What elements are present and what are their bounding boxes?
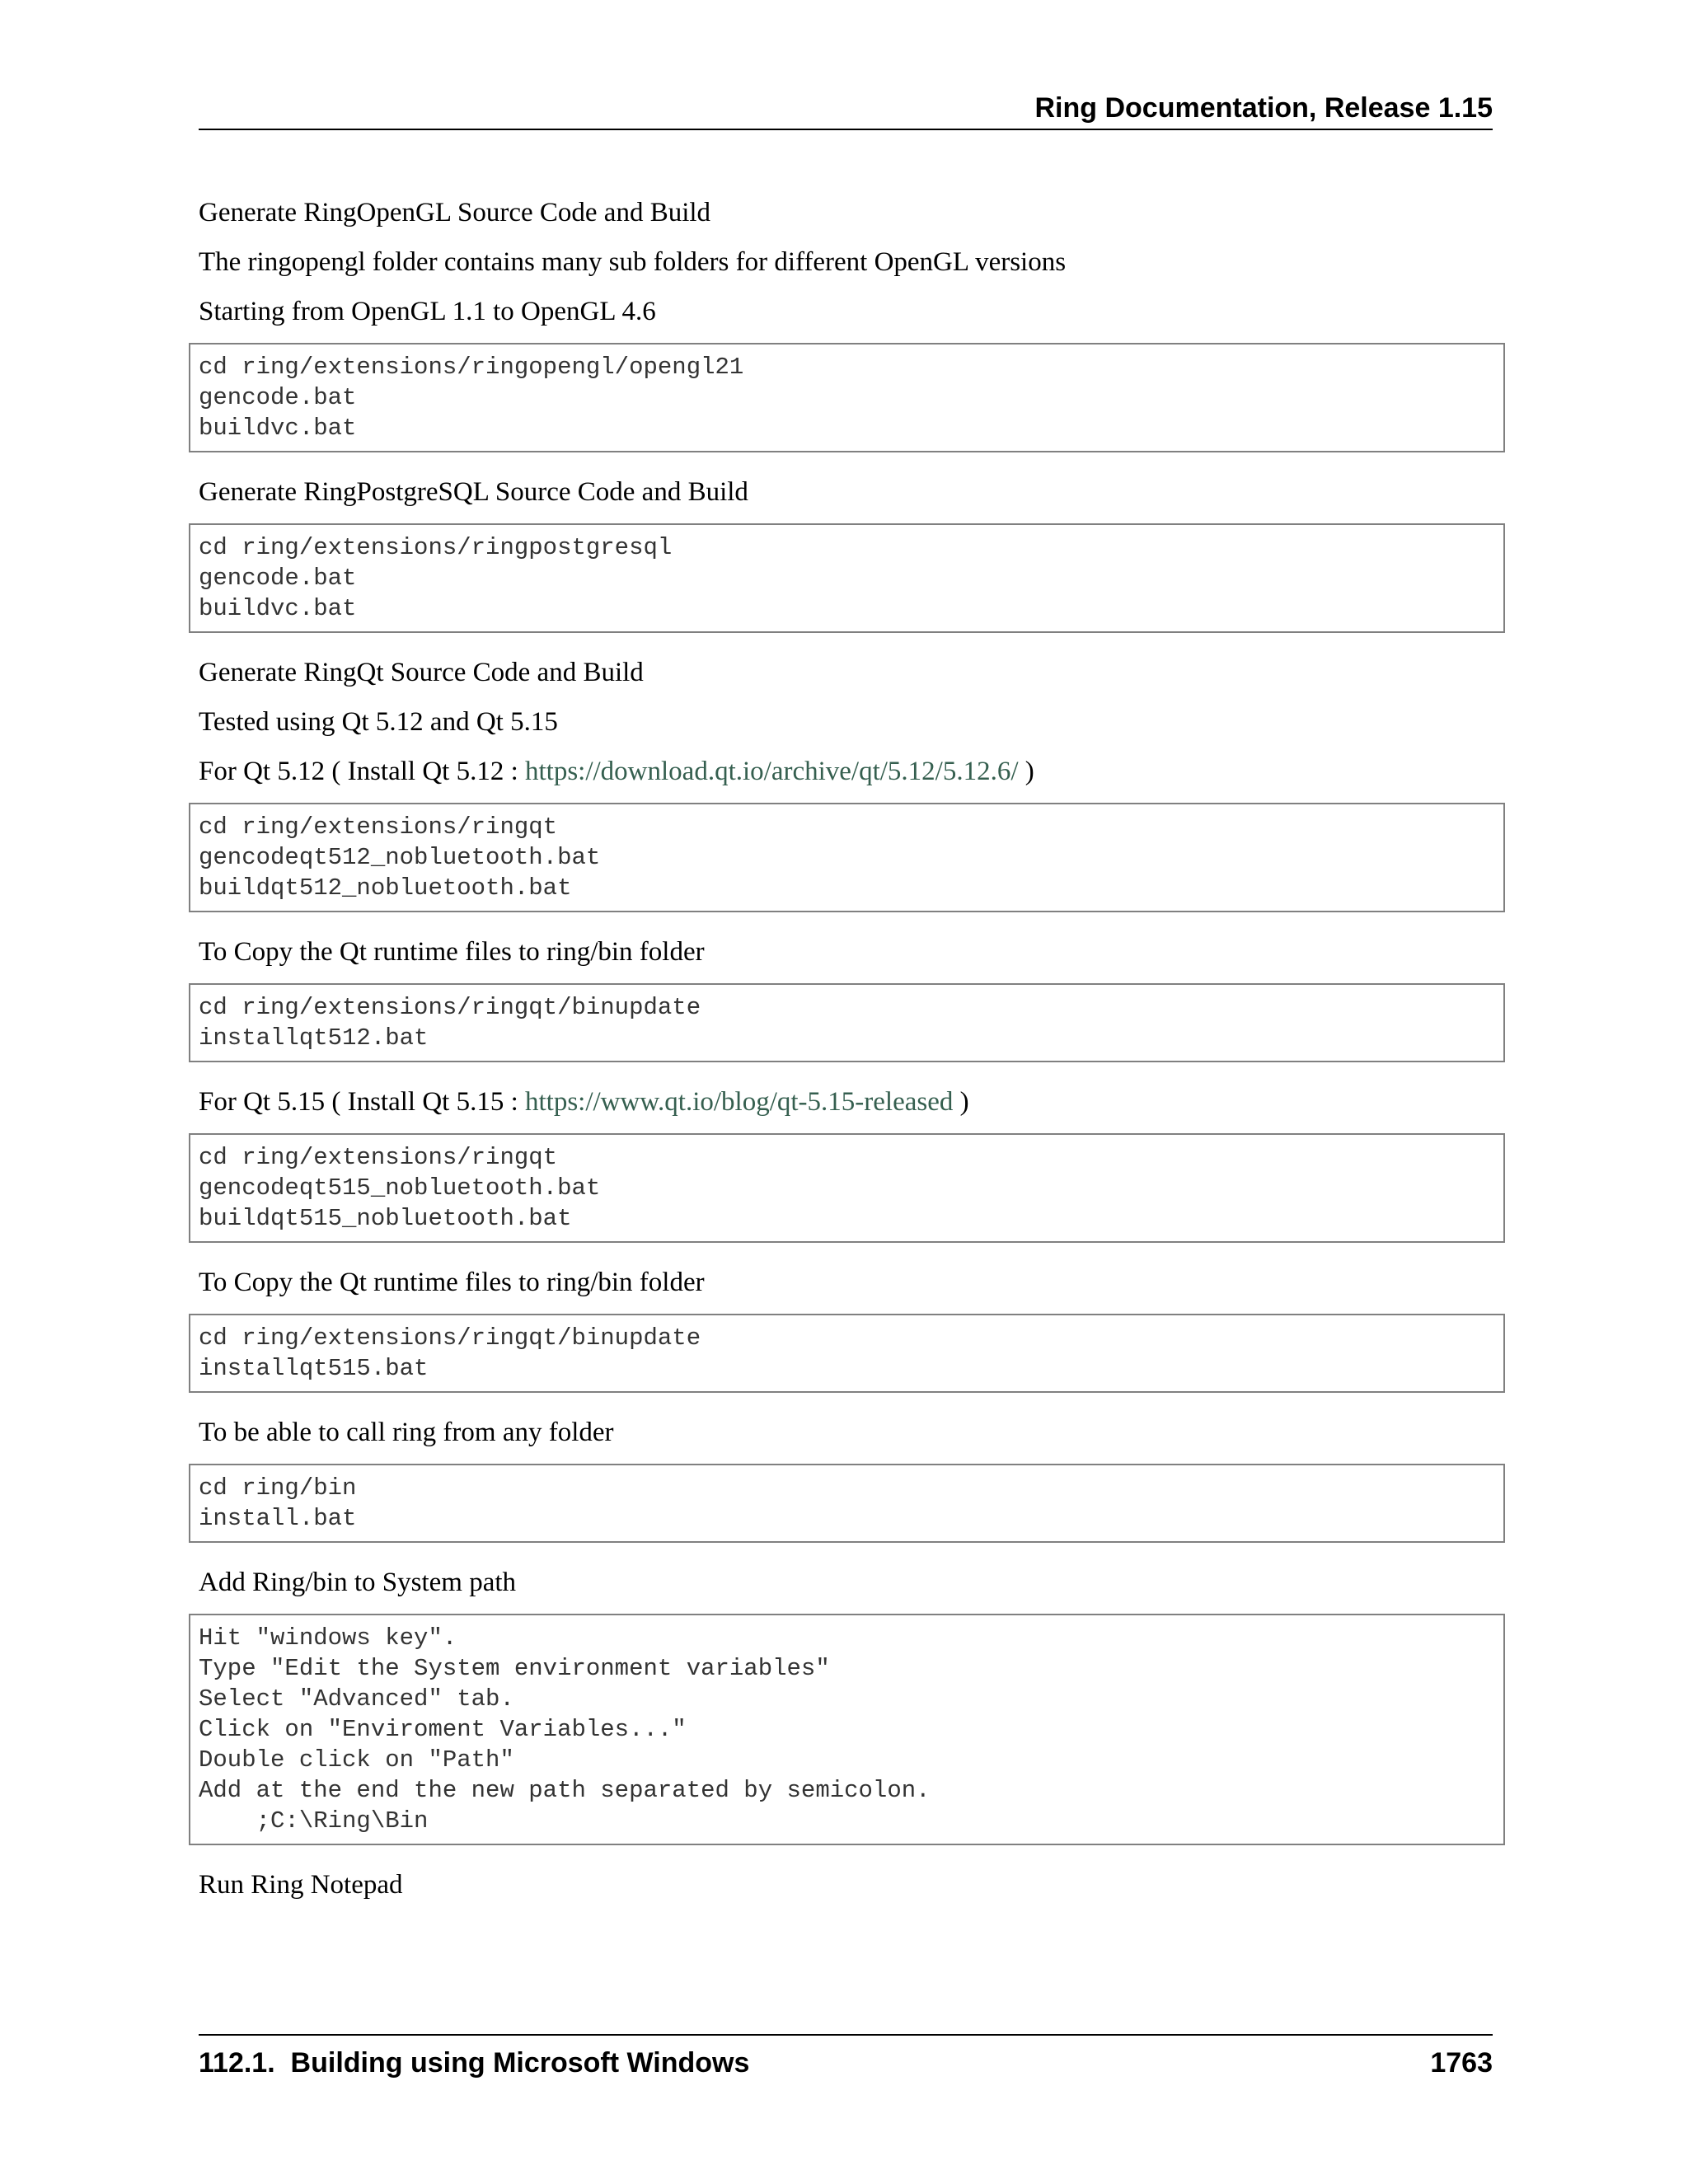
paragraph: Generate RingQt Source Code and Build — [199, 658, 644, 687]
code-line: buildqt512_nobluetooth.bat — [199, 874, 572, 902]
code-block — [189, 1133, 1505, 1243]
code-line: buildqt515_nobluetooth.bat — [199, 1205, 572, 1232]
code-line: buildvc.bat — [199, 415, 357, 442]
code-block — [189, 1314, 1505, 1393]
paragraph: Run Ring Notepad — [199, 1870, 403, 1900]
paragraph: The ringopengl folder contains many sub folders for different OpenGL versions — [199, 247, 1067, 277]
code-line: cd ring/extensions/ringpostgresql — [199, 534, 673, 561]
code-line: installqt515.bat — [199, 1355, 429, 1382]
code-block — [189, 1614, 1505, 1845]
code-line: gencodeqt515_nobluetooth.bat — [199, 1174, 601, 1202]
paragraph: Starting from OpenGL 1.1 to OpenGL 4.6 — [199, 297, 656, 326]
page-footer — [199, 2034, 1493, 2092]
code-line: cd ring/extensions/ringqt — [199, 1144, 558, 1171]
paragraph: To Copy the Qt runtime files to ring/bin folder — [199, 1268, 705, 1297]
hyperlink[interactable]: https://www.qt.io/blog/qt-5.15-released — [524, 1087, 954, 1117]
code-line: cd ring/extensions/ringqt/binupdate — [199, 994, 701, 1021]
page-content — [199, 194, 1505, 1916]
code-block — [189, 803, 1505, 912]
code-line: gencode.bat — [199, 565, 357, 592]
paragraph: To Copy the Qt runtime files to ring/bin folder — [199, 937, 705, 967]
code-line: Hit "windows key". — [199, 1624, 457, 1652]
code-line: Double click on "Path" — [199, 1746, 514, 1774]
code-line: cd ring/extensions/ringopengl/opengl21 — [199, 354, 744, 381]
code-line: Select "Advanced" tab. — [199, 1685, 514, 1713]
paragraph: Generate RingPostgreSQL Source Code and Build — [199, 477, 748, 507]
code-block — [189, 1464, 1505, 1543]
paragraph-text: ) — [1018, 757, 1034, 786]
paragraph: Add Ring/bin to System path — [199, 1568, 517, 1597]
hyperlink[interactable]: https://download.qt.io/archive/qt/5.12/5.12.6/ — [524, 757, 1019, 786]
code-line: gencode.bat — [199, 384, 357, 411]
paragraph-text: ) — [953, 1087, 969, 1117]
code-line: cd ring/bin — [199, 1474, 357, 1502]
paragraph: To be able to call ring from any folder — [199, 1418, 614, 1447]
code-line: ;C:\Ring\Bin — [199, 1807, 429, 1835]
code-line: Type "Edit the System environment variables" — [199, 1655, 830, 1682]
footer-section-title: 112.1. Building using Microsoft Windows — [199, 2047, 750, 2079]
paragraph-text: For Qt 5.12 ( Install Qt 5.12 : — [199, 757, 525, 786]
paragraph: Tested using Qt 5.12 and Qt 5.15 — [199, 707, 558, 737]
page-number: 1763 — [1430, 2047, 1493, 2079]
code-line: Add at the end the new path separated by semicolon. — [199, 1777, 931, 1804]
code-line: install.bat — [199, 1505, 357, 1532]
page-header — [199, 89, 1493, 130]
code-block — [189, 343, 1505, 452]
code-line: gencodeqt512_nobluetooth.bat — [199, 844, 601, 871]
paragraph-with-link — [199, 1084, 1505, 1120]
document-title: Ring Documentation, Release 1.15 — [1034, 92, 1493, 124]
code-block — [189, 983, 1505, 1062]
code-line: cd ring/extensions/ringqt — [199, 813, 558, 841]
code-line: installqt512.bat — [199, 1024, 429, 1052]
code-block — [189, 523, 1505, 633]
code-line: cd ring/extensions/ringqt/binupdate — [199, 1324, 701, 1352]
paragraph-with-link — [199, 753, 1505, 790]
code-line: buildvc.bat — [199, 595, 357, 622]
paragraph: Generate RingOpenGL Source Code and Build — [199, 198, 711, 227]
code-line: Click on "Enviroment Variables..." — [199, 1716, 687, 1743]
paragraph-text: For Qt 5.15 ( Install Qt 5.15 : — [199, 1087, 525, 1117]
